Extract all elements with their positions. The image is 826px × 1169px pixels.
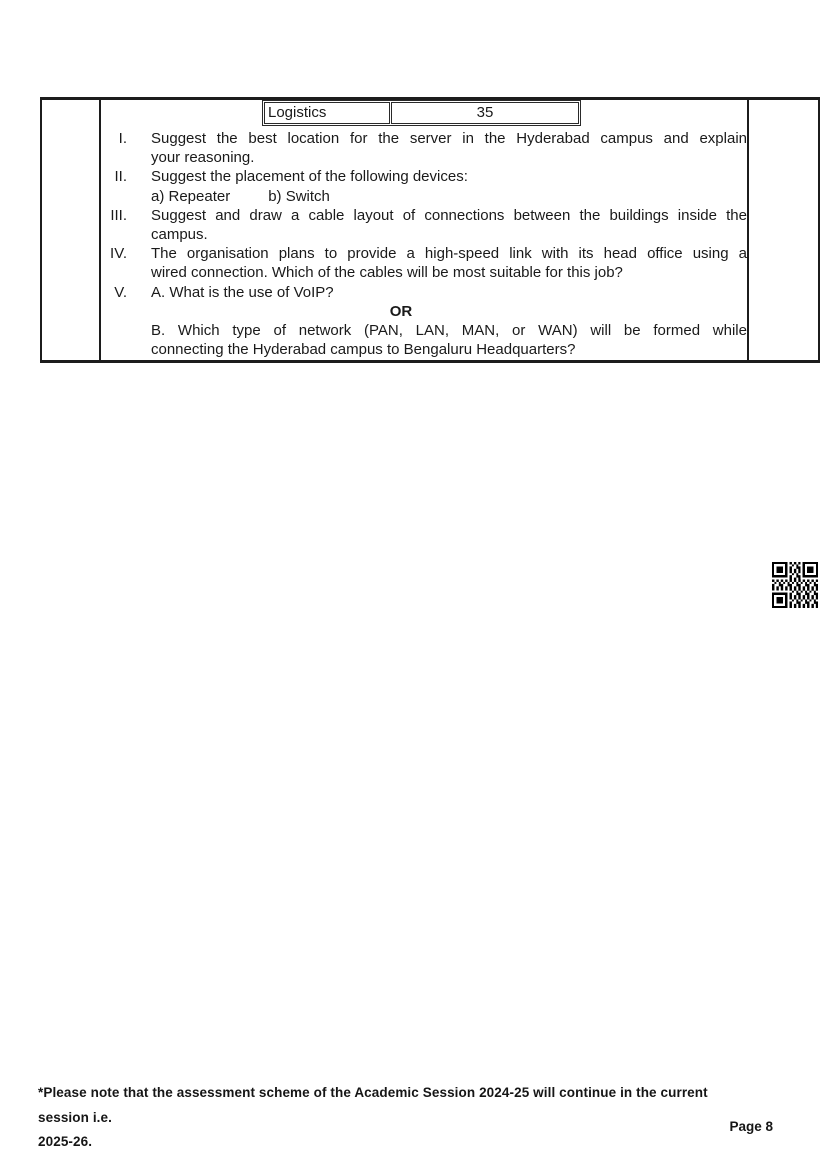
question-text	[151, 206, 747, 244]
question-line: your reasoning.	[151, 149, 255, 167]
question-list	[101, 129, 747, 359]
qr-finder-bottom-left	[772, 593, 787, 608]
question-text	[151, 129, 747, 167]
marks-table	[262, 100, 581, 126]
question-number: V.	[114, 283, 127, 301]
marks-table-row	[264, 102, 579, 124]
question-line: Suggest the placement of the following devices:	[151, 168, 468, 186]
qr-code	[770, 562, 820, 608]
question-number: II.	[114, 168, 127, 186]
marks-table-value-cell: 35	[391, 102, 579, 124]
question-line	[151, 187, 747, 206]
assessment-note-line: 2025-26.	[38, 1134, 93, 1149]
assessment-note	[38, 1081, 754, 1155]
question-line: B. Which type of network (PAN, LAN, MAN, or WAN) will be formed while	[151, 322, 747, 340]
question-table	[40, 97, 820, 363]
question-number: IV.	[110, 245, 127, 263]
question-line: A. What is the use of VoIP?	[151, 283, 334, 301]
question-item-5	[101, 283, 747, 360]
question-item-3	[101, 206, 747, 244]
question-number: I.	[118, 130, 127, 147]
question-item-4	[101, 244, 747, 282]
table-right-column	[747, 100, 818, 360]
sub-part-b: b) Switch	[268, 187, 330, 205]
question-line: wired connection. Which of the cables will be most suitable for this job?	[151, 264, 623, 282]
sub-part-a: a) Repeater	[151, 187, 231, 205]
table-left-column	[42, 100, 101, 360]
question-line: Suggest and draw a cable layout of connections between the buildings inside the	[151, 206, 747, 224]
question-text	[151, 244, 747, 282]
question-line: Suggest the best location for the server in the Hyderabad campus and explain	[151, 130, 747, 147]
question-item-2	[101, 167, 747, 205]
marks-table-label-cell: Logistics	[264, 102, 390, 124]
assessment-note-line: *Please note that the assessment scheme of the Academic Session 2024-25 will continue in the current session i.e.	[38, 1085, 708, 1125]
qr-finder-top-right	[803, 562, 818, 577]
qr-finder-top-left	[772, 562, 787, 577]
table-main-column	[101, 100, 747, 360]
question-line: The organisation plans to provide a high-speed link with its head office using a	[151, 245, 747, 263]
question-line: connecting the Hyderabad campus to Bengaluru Headquarters?	[151, 341, 576, 359]
question-item-1	[101, 129, 747, 167]
page-number: Page 8	[729, 1119, 773, 1134]
or-separator: OR	[389, 302, 413, 320]
question-line: campus.	[151, 226, 208, 244]
question-text	[151, 283, 747, 360]
question-number: III.	[110, 206, 127, 224]
question-text	[151, 167, 747, 205]
